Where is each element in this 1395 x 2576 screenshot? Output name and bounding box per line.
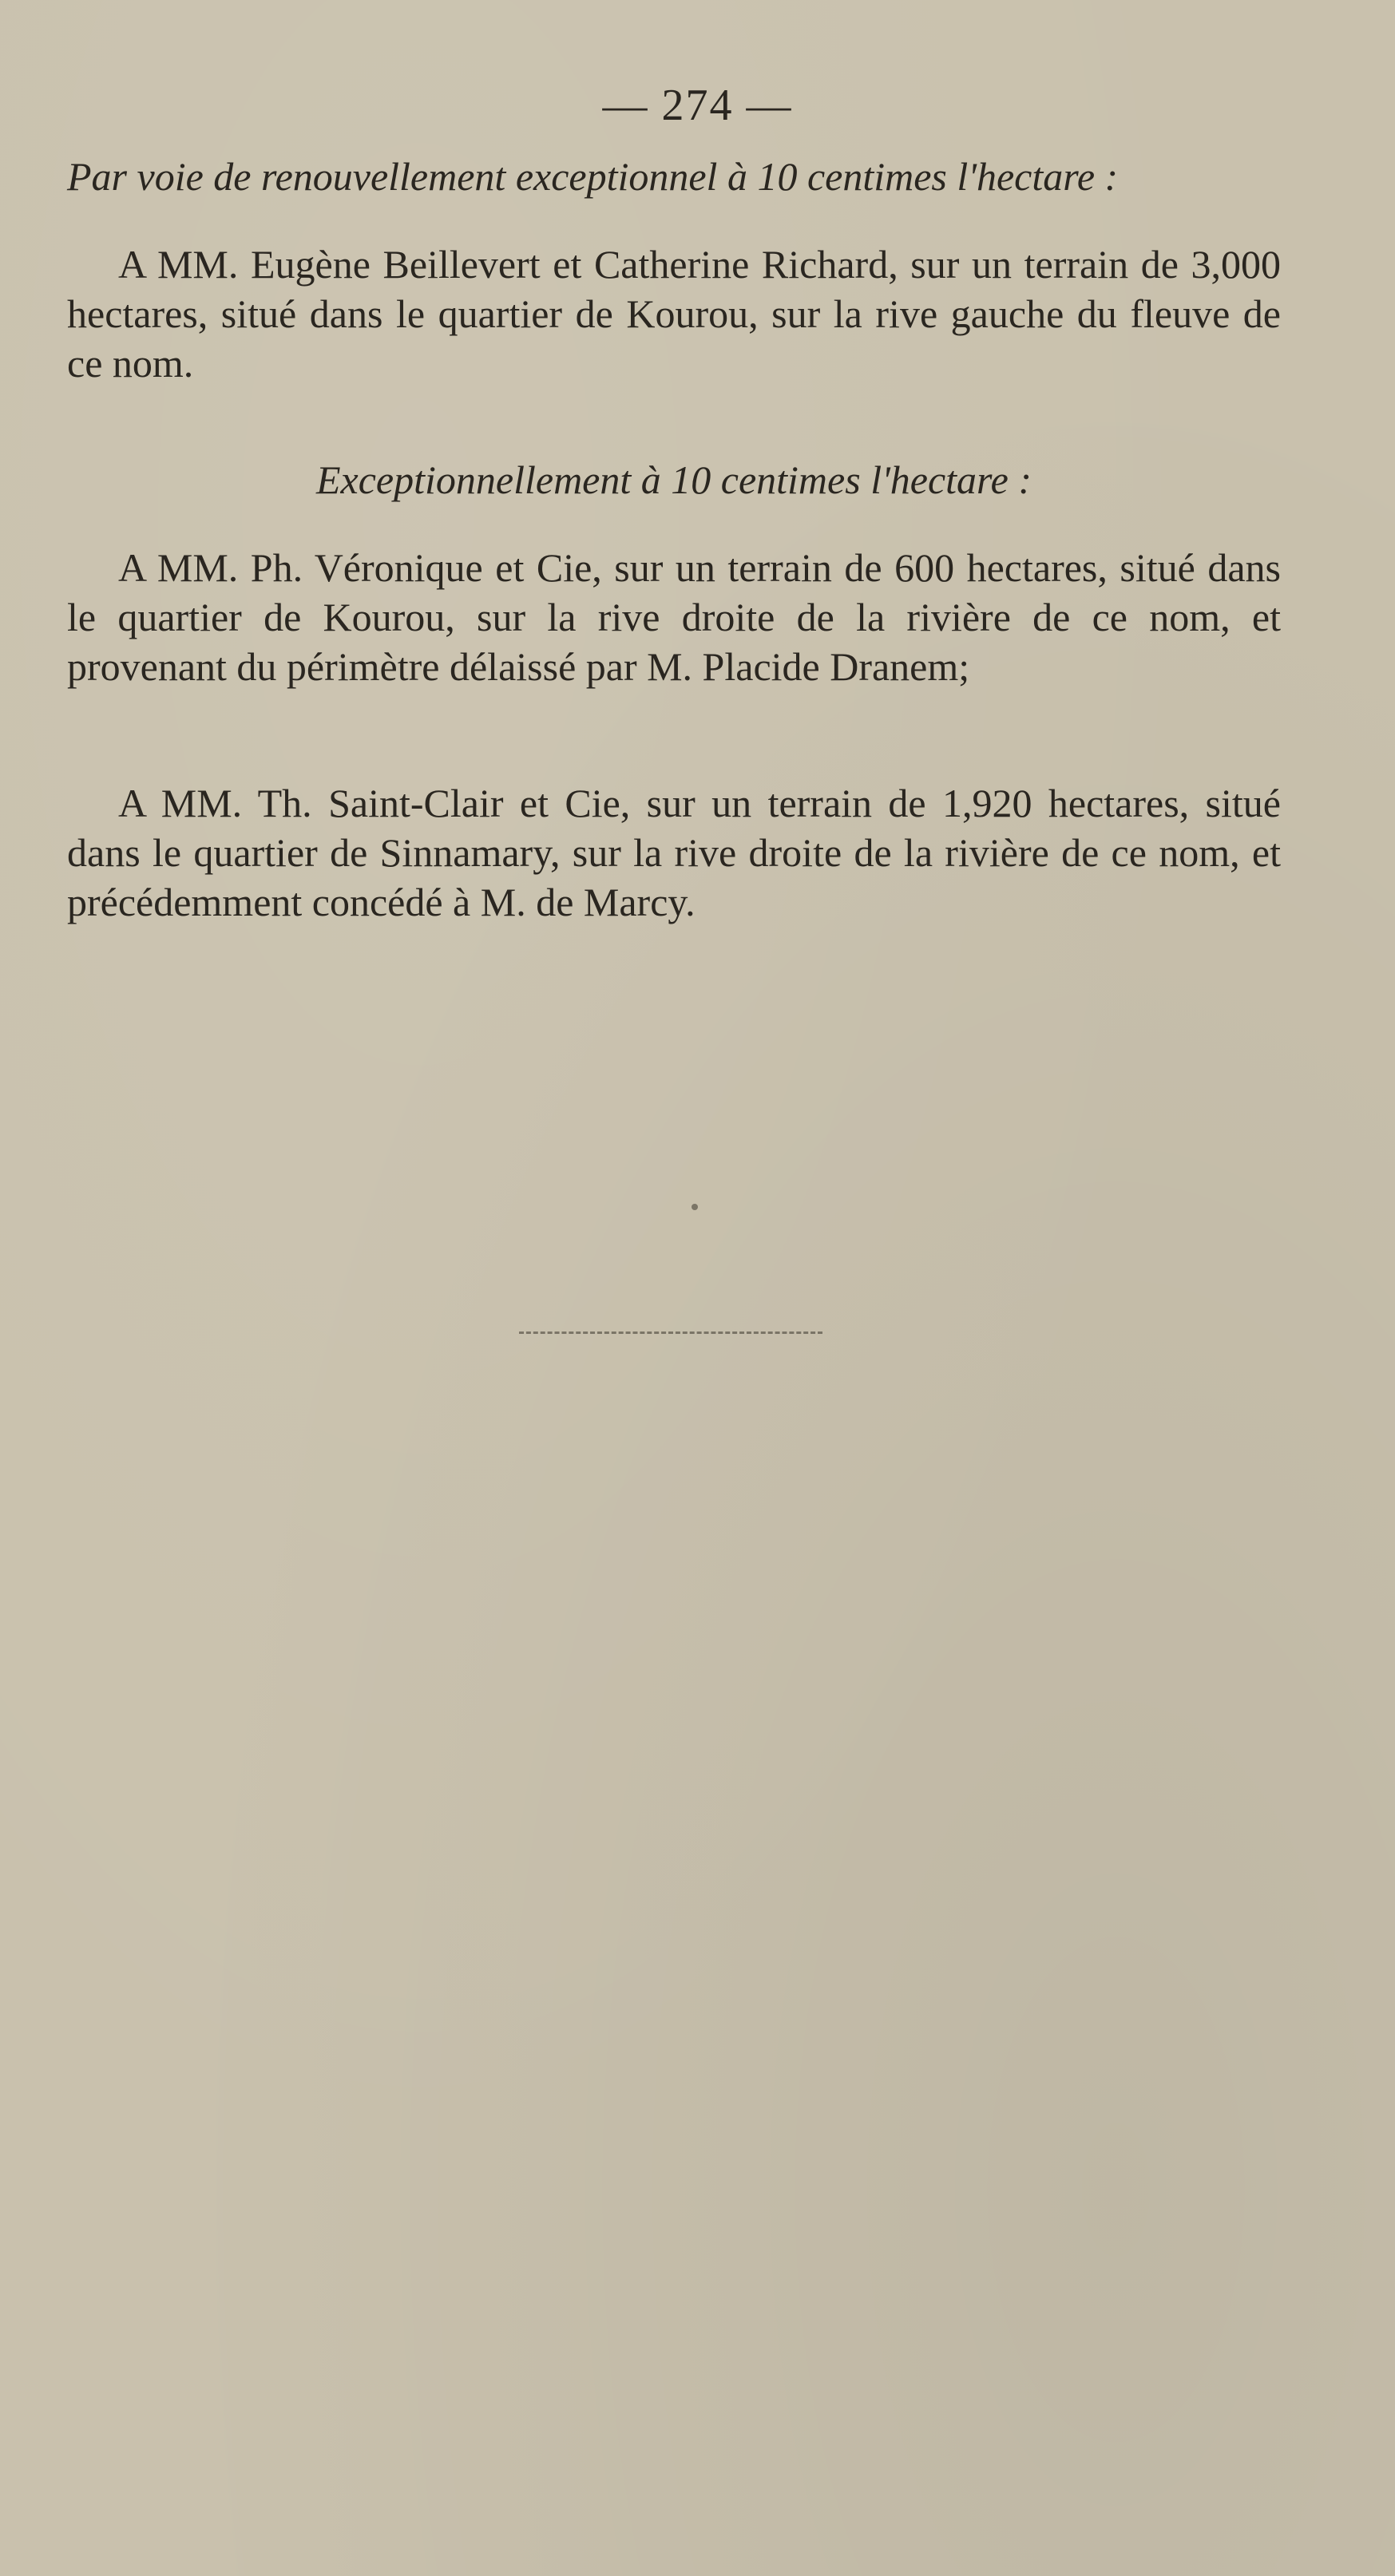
paragraph-saint-clair: A MM. Th. Saint-Clair et Cie, sur un terrain de 1,920 hectares, situé dans le quartier de Sinnamary, sur la rive droite de la rivière de ce nom, et précédemment concédé à M. de Marcy.	[67, 781, 1281, 924]
page-number: — 274 —	[602, 81, 793, 130]
paragraph-veronique: A MM. Ph. Véronique et Cie, sur un terrain de 600 hectares, situé dans le quartier de Kourou, sur la rive droite de la rivière de ce nom, et provenant du périmètre délaissé par M. Placide Dranem;	[67, 545, 1281, 689]
section-heading-exceptionnellement: Exceptionnellement à 10 centimes l'hectare :	[316, 457, 1032, 502]
section-heading-renouvellement: Par voie de renouvellement exceptionnel à 10 centimes l'hectare :	[67, 154, 1119, 199]
separator-line	[519, 1332, 822, 1334]
paragraph-beillevert-richard: A MM. Eugène Beillevert et Catherine Richard, sur un terrain de 3,000 hectares, situé dans le quartier de Kourou, sur la rive gauche du fleuve de ce nom.	[67, 242, 1281, 386]
ink-speck	[692, 1204, 698, 1210]
